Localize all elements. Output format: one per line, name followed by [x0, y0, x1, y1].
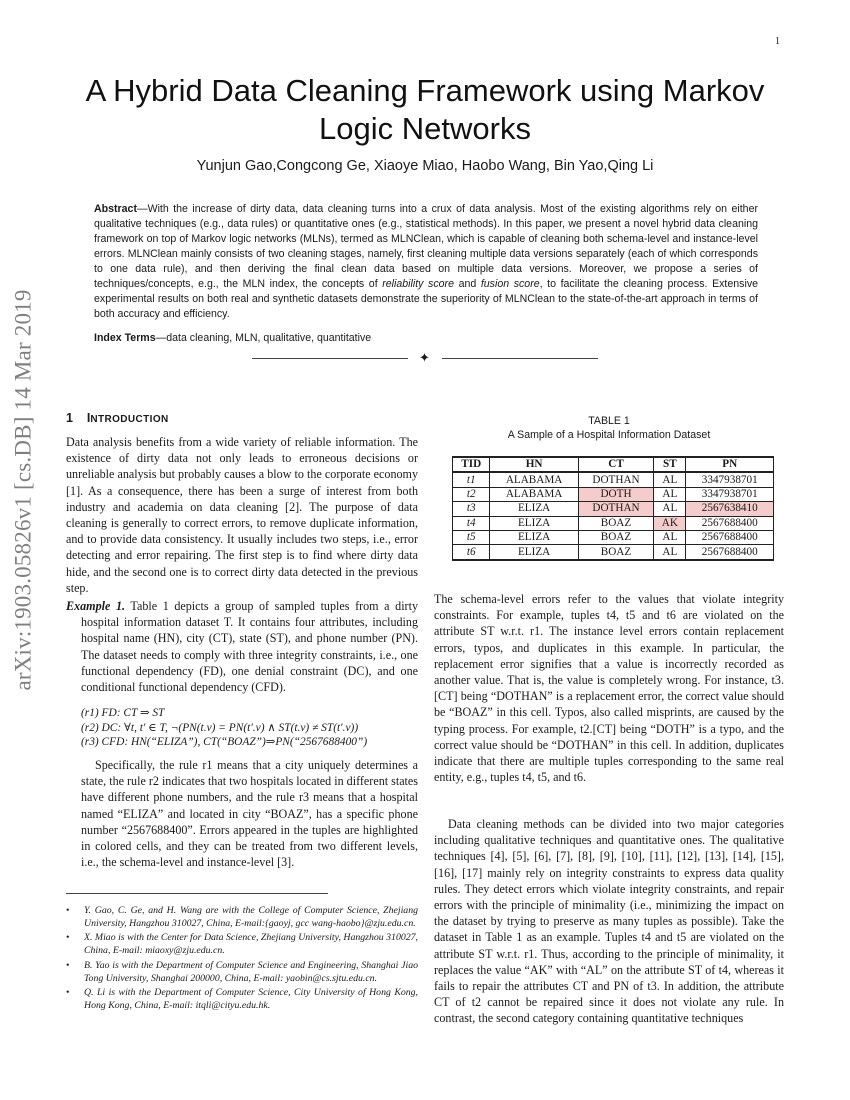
abstract-text-mid: and: [453, 278, 481, 290]
cell-hn: ELIZA: [490, 545, 578, 560]
separator-line-left: [252, 358, 408, 359]
rule-r2: (r2) DC: ∀t, t′ ∈ T, ¬(PN(t.v) = PN(t′.v) ∧ ST(t.v) ≠ ST(t′.v)): [81, 721, 359, 734]
example-label: Example 1.: [66, 599, 126, 613]
cell-ct-error: DOTH: [578, 487, 653, 501]
section-heading: [66, 411, 169, 425]
cell-ct: BOAZ: [578, 545, 653, 560]
cell-st-error: AK: [654, 516, 686, 530]
separator-line-right: [442, 358, 598, 359]
footnotes: [66, 905, 418, 1015]
table-label: TABLE 1: [588, 415, 630, 427]
abstract: [94, 202, 758, 322]
abstract-emphasis-2: fusion score: [480, 278, 540, 290]
cell-ct: DOTHAN: [578, 472, 653, 487]
cell-tid: t6: [453, 545, 490, 560]
cell-pn: 2567688400: [686, 545, 774, 560]
cell-hn: ALABAMA: [490, 487, 578, 501]
bullet-icon: •: [66, 959, 70, 971]
paper-title: A Hybrid Data Cleaning Framework using Markov Logic Networks: [85, 73, 765, 146]
page-number: 1: [775, 36, 780, 47]
abstract-text: —With the increase of dirty data, data cleaning turns into a crux of data analysis. Most of the existing algorithms rely on either qualitative techniques (e.g., data rules) or quantitative ones (e.g., statistical methods). In this paper, we present a novel hybrid data cleaning framework on top of Markov logic networks (MLNs), termed as MLNClean, which is capable of cleaning both schema-level and instance-level errors. MLNClean mainly consists of two cleaning stages, namely, first cleaning multiple data versions separately (each of which corresponds to one data rule), and then deriving the final clean data based on multiple data versions. Moreover, we propose a series of techniques/concepts, e.g., the MLN index, the concepts of: [94, 203, 758, 290]
table-caption: [434, 414, 784, 442]
example-paragraph: [66, 598, 418, 695]
cell-st: AL: [654, 502, 686, 516]
cell-st: AL: [654, 545, 686, 560]
schema-errors-paragraph: The schema-level errors refer to the values that violate integrity constraints. For example, tuples t4, t5 and t6 are violated on the attribute ST w.r.t. r1. The instance level errors contain replacement errors, typos, and duplicates in this example. In particular, the replacement error signifies that a value is incorrectly recorded as another value. That is, the value is completely wrong. For instance, t3.[CT] being “DOTHAN” is a replacement error, the correct value should be “BOAZ” in this cell. Typos, also called misprints, are caused by the typing process. For example, t2.[CT] being “DOTH” is a typo, and the correct value should be “DOTHAN” in this cell. In addition, duplicates indicate that there are multiple tuples corresponding to the same real entity, e.g., tuples t4, t5, and t6.: [434, 592, 784, 785]
footnote-text: Y. Gao, C. Ge, and H. Wang are with the College of Computer Science, Zhejiang University, Hangzhou 310027, China, E-mail:{gaoyj, gcc wang-haobo}@zju.edu.cn.: [84, 905, 418, 929]
header-st: ST: [654, 457, 686, 472]
table-row: [453, 472, 774, 487]
table-row: [453, 545, 774, 560]
cell-st: AL: [654, 487, 686, 501]
bullet-icon: •: [66, 987, 70, 999]
cell-hn: ELIZA: [490, 530, 578, 544]
example-block: [66, 598, 418, 695]
header-ct: CT: [578, 457, 653, 472]
footnote-text: Q. Li is with the Department of Computer Science, City University of Hong Kong, Hong Kong, China, E-mail: itqli@cityu.edu.hk.: [84, 987, 418, 1011]
arxiv-stamp-text: arXiv:1903.05826v1 [cs.DB] 14 Mar 2019: [11, 289, 37, 691]
separator-diamond: ✦: [419, 350, 430, 365]
table-title: A Sample of a Hospital Information Dataset: [507, 429, 711, 441]
cell-tid: t1: [453, 472, 490, 487]
example-text: Table 1 depicts a group of sampled tuples from a dirty hospital information dataset T. It contains four attributes, including hospital name (HN), city (CT), state (ST), and phone number (PN). The dataset needs to comply with three integrity constraints, i.e., one functional dependency (FD), one denial constraint (DC), and one conditional functional dependency (CFD).: [81, 599, 418, 695]
section-number: 1: [66, 411, 73, 425]
cell-st: AL: [654, 472, 686, 487]
section-title-initial: I: [86, 411, 91, 425]
cell-ct: BOAZ: [578, 530, 653, 544]
header-hn: HN: [490, 457, 578, 472]
footnote-item: [66, 987, 418, 1012]
cell-ct: BOAZ: [578, 516, 653, 530]
cell-pn: 3347938701: [686, 487, 774, 501]
example-explanation: Specifically, the rule r1 means that a city uniquely determines a state, the rule r2 indicates that two hospitals located in different states have different phone numbers, and the rule r3 means that a hospital named “ELIZA” and located in city “BOAZ”, has a specific phone number “2567688400”. Errors appeared in the tuples are highlighted in colored cells, and they can be treated from two different levels, i.e., the schema-level and instance-level [3].: [81, 758, 418, 870]
cell-pn: 3347938701: [686, 472, 774, 487]
section-title-rest: NTRODUCTION: [90, 414, 169, 425]
index-terms-label: Index Terms: [94, 332, 156, 344]
arxiv-stamp: [2, 290, 46, 690]
hospital-table: [452, 456, 774, 561]
table-row: [453, 530, 774, 544]
footnote-item: [66, 932, 418, 957]
table-row: [453, 487, 774, 501]
footnote-text: X. Miao is with the Center for Data Science, Zhejiang University, Hangzhou 310027, China, E-mail: miaoxy@zju.edu.cn.: [84, 932, 418, 957]
abstract-label: Abstract: [94, 203, 137, 215]
cell-tid: t2: [453, 487, 490, 501]
bullet-icon: •: [66, 932, 70, 944]
author-list: Yunjun Gao,Congcong Ge, Xiaoye Miao, Haobo Wang, Bin Yao,Qing Li: [196, 158, 654, 174]
rule-r1: (r1) FD: CT ⇒ ST: [81, 707, 165, 719]
cell-pn-error: 2567638410: [686, 502, 774, 516]
cell-ct-error: DOTHAN: [578, 502, 653, 516]
table-header-row: [453, 457, 774, 472]
cell-pn: 2567688400: [686, 530, 774, 544]
cell-tid: t5: [453, 530, 490, 544]
cell-hn: ELIZA: [490, 516, 578, 530]
footnote-item: [66, 905, 418, 930]
cell-hn: ELIZA: [490, 502, 578, 516]
cell-hn: ALABAMA: [490, 472, 578, 487]
abstract-text-end: , to facilitate the cleaning process. Extensive experimental results on both real and synthetic datasets demonstrate the superiority of MLNClean to the state-of-the-art approach in terms of both accuracy and efficiency.: [94, 278, 759, 320]
cell-tid: t4: [453, 516, 490, 530]
table-row: [453, 502, 774, 516]
abstract-emphasis-1: reliability score: [382, 278, 454, 290]
header-pn: PN: [686, 457, 774, 472]
cell-pn: 2567688400: [686, 516, 774, 530]
footnote-text: B. Yao is with the Department of Computer Science and Engineering, Shanghai Jiao Tong University, Shanghai 200000, China, E-mail: yaobin@cs.sjtu.edu.cn.: [84, 959, 418, 984]
table-row: [453, 516, 774, 530]
header-tid: TID: [453, 457, 490, 472]
index-terms-text: —data cleaning, MLN, qualitative, quantitative: [155, 332, 372, 344]
intro-paragraph: Data analysis benefits from a wide variety of reliable information. The existence of dirty data not only leads to erroneous decisions or unreliable analysis but probably causes a blow to the corporate economy [1]. As a consequence, there has been a surge of interest from both industry and academia on data cleaning [2]. The purpose of data cleaning is generally to correct errors, to remove duplicate information, and to provide data consistency. It usually includes two steps, i.e., error detecting and error repairing. The first step is to find where dirty data hide, and the second one is to correct dirty data detected in the previous step.: [66, 435, 418, 595]
cleaning-methods-paragraph: Data cleaning methods can be divided into two major categories including qualitative techniques and quantitative ones. The qualitative techniques [4], [5], [6], [7], [8], [9], [10], [11], [12], [13], [14], [15], [16], [17] mainly rely on integrity constraints to express data quality rules. They detect errors which violate integrity constraints, and repair errors with the principle of minimality (i.e., minimizing the impact on the dataset by trying to preserve as many tuples as possible). Take the dataset in Table 1 as an example. Tuples t4 and t5 are violated on the attribute ST w.r.t. r1. Thus, according to the principle of minimality, it replaces the value “AK” with “AL” on the attribute ST of t4, whereas it fails to repair the attributes CT and PN of t3. In addition, the attribute CT of t2 cannot be repaired since it does not violate any rule. In contrast, the second category containing quantitative techniques: [434, 817, 784, 1026]
index-terms: [94, 332, 758, 344]
bullet-icon: •: [66, 905, 70, 916]
rules-list: [81, 706, 421, 750]
cell-tid: t3: [453, 502, 490, 516]
footnote-rule: [66, 893, 328, 894]
cell-st: AL: [654, 530, 686, 544]
footnote-item: [66, 960, 418, 985]
rule-r3: (r3) CFD: HN(“ELIZA”), CT(“BOAZ”)⇒PN(“2567688400”): [81, 736, 368, 748]
